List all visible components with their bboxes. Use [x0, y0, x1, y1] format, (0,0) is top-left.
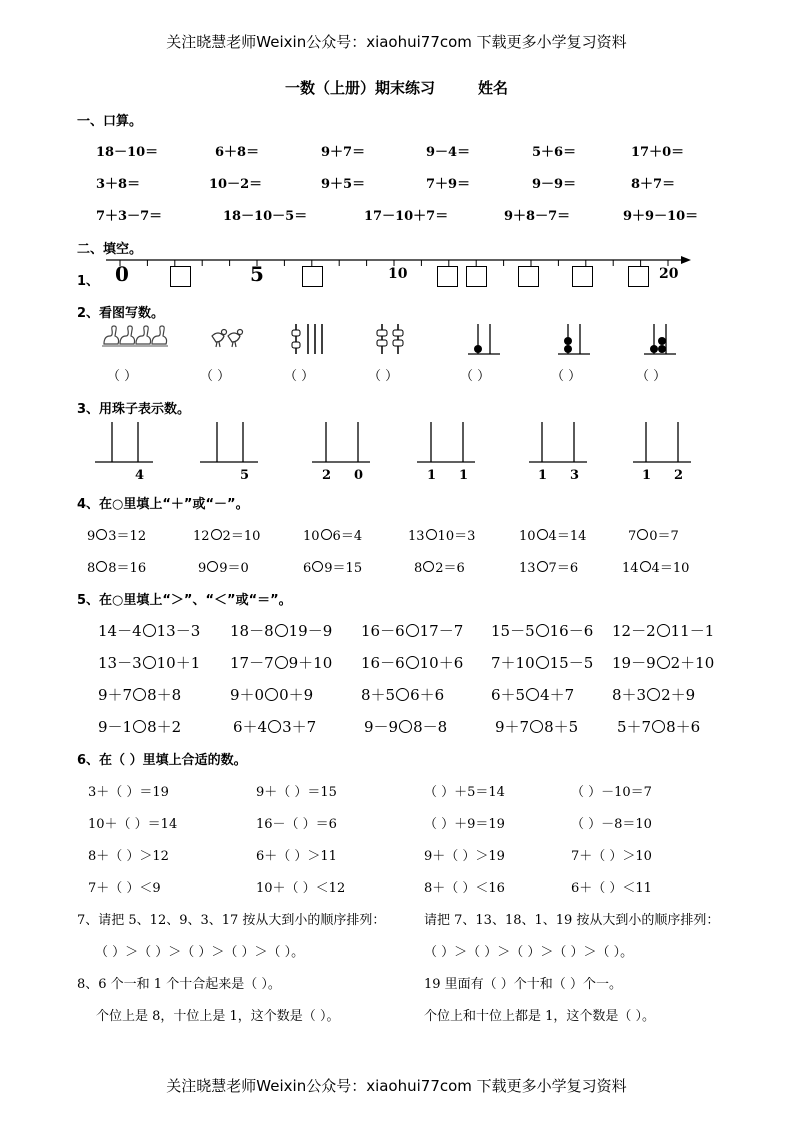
- answer-circle[interactable]: [537, 529, 548, 540]
- abacus-picture-2: [556, 320, 592, 358]
- answer-circle[interactable]: [312, 561, 323, 572]
- q5-item: 6＋5 4＋7: [491, 686, 575, 704]
- empty-abacus[interactable]: [633, 420, 693, 466]
- q5-item: 12－2 11－1: [612, 622, 715, 640]
- answer-circle[interactable]: [530, 720, 543, 733]
- q7-right-prompt: 请把 7、13、18、1、19 按从大到小的顺序排列：: [424, 913, 720, 928]
- q6-item[interactable]: 10＋（ ）＜12: [256, 881, 346, 896]
- answer-circle[interactable]: [657, 624, 670, 637]
- q5-item: 8＋5 6＋6: [361, 686, 445, 704]
- q7-left-prompt: 7、请把 5、12、9、3、17 按从大到小的顺序排列：: [77, 913, 386, 928]
- answer-circle[interactable]: [275, 656, 288, 669]
- q4-item: 9 3＝12: [87, 529, 147, 544]
- answer-circle[interactable]: [96, 561, 107, 572]
- answer-circle[interactable]: [406, 624, 419, 637]
- q6-item[interactable]: （ ）＋9＝19: [424, 817, 505, 832]
- abacus-digit: 4: [135, 468, 145, 483]
- birds-2-picture: [208, 324, 248, 350]
- q4-item: 8 2＝6: [414, 561, 465, 576]
- q4-item: 7 0＝7: [628, 529, 679, 544]
- abacus-digit: 3: [570, 468, 580, 483]
- abacus-digit: 5: [240, 468, 250, 483]
- oral-item: 18－10＝: [96, 145, 159, 160]
- answer-circle[interactable]: [265, 688, 278, 701]
- answer-box[interactable]: [437, 266, 458, 287]
- empty-abacus[interactable]: [417, 420, 477, 466]
- numberline-label-20: 20: [659, 266, 679, 282]
- q4-item: 13 10＝3: [408, 529, 476, 544]
- answer-circle[interactable]: [133, 720, 146, 733]
- numberline-label-10: 10: [388, 266, 408, 282]
- oral-item: 5＋6＝: [532, 145, 577, 160]
- top-banner: 关注晓慧老师Weixin公众号：xiaohui77com 下载更多小学复习资料: [166, 33, 627, 51]
- q2-heading: 2、看图写数。: [77, 306, 165, 321]
- q8-right-1[interactable]: 19 里面有（ ）个十和（ ）个一。: [424, 977, 622, 992]
- q6-item[interactable]: （ ）－8＝10: [571, 817, 652, 832]
- q6-item[interactable]: 7＋（ ）＜9: [88, 881, 161, 896]
- q6-item[interactable]: 3＋（ ）＝19: [88, 785, 169, 800]
- answer-circle[interactable]: [426, 529, 437, 540]
- q2-answer-blank[interactable]: （ ）: [107, 369, 138, 384]
- q4-item: 14 4＝10: [622, 561, 690, 576]
- oral-item: 9＋5＝: [321, 177, 366, 192]
- answer-circle[interactable]: [321, 529, 332, 540]
- oral-item: 9－4＝: [426, 145, 471, 160]
- answer-circle[interactable]: [537, 561, 548, 572]
- oral-item: 7＋3－7＝: [96, 209, 163, 224]
- q5-item: 9＋7 8＋8: [98, 686, 182, 704]
- answer-box[interactable]: [628, 266, 649, 287]
- abacus-digit: 1: [459, 468, 469, 483]
- answer-circle[interactable]: [652, 720, 665, 733]
- q4-item: 8 8＝16: [87, 561, 147, 576]
- abacus-digit: 0: [354, 468, 364, 483]
- page-title: 一数（上册）期末练习: [285, 79, 436, 97]
- answer-circle[interactable]: [396, 688, 409, 701]
- oral-item: 8＋7＝: [631, 177, 676, 192]
- oral-item: 9－9＝: [532, 177, 577, 192]
- answer-box[interactable]: [466, 266, 487, 287]
- answer-circle[interactable]: [406, 656, 419, 669]
- answer-box[interactable]: [302, 266, 323, 287]
- q5-item: 8＋3 2＋9: [612, 686, 696, 704]
- q6-item[interactable]: 9＋（ ）＞19: [424, 849, 505, 864]
- q2-answer-blank[interactable]: （ ）: [200, 369, 231, 384]
- answer-circle[interactable]: [637, 529, 648, 540]
- answer-circle[interactable]: [399, 720, 412, 733]
- q6-item[interactable]: 7＋（ ）＞10: [571, 849, 652, 864]
- q5-heading: 5、在○里填上“＞”、“＜”或“＝”。: [77, 593, 292, 608]
- q2-answer-blank[interactable]: （ ）: [551, 369, 582, 384]
- answer-circle[interactable]: [423, 561, 434, 572]
- q5-item: 15－5 16－6: [491, 622, 594, 640]
- empty-abacus[interactable]: [529, 420, 589, 466]
- q7-right-answer[interactable]: （ ）＞（ ）＞（ ）＞（ ）＞（ ）。: [424, 945, 634, 960]
- q4-item: 10 6＝4: [303, 529, 363, 544]
- q5-item: 16－6 17－7: [361, 622, 464, 640]
- answer-circle[interactable]: [275, 624, 288, 637]
- abacus-digit: 1: [538, 468, 548, 483]
- q5-item: 6＋4 3＋7: [233, 718, 317, 736]
- answer-circle[interactable]: [143, 624, 156, 637]
- q2-answer-blank[interactable]: （ ）: [284, 369, 315, 384]
- q6-item[interactable]: （ ）＋5＝14: [424, 785, 505, 800]
- q5-item: 9＋0 0＋9: [230, 686, 314, 704]
- numberline-label-5: 5: [250, 262, 264, 286]
- q2-answer-blank[interactable]: （ ）: [636, 369, 667, 384]
- q3-heading: 3、用珠子表示数。: [77, 402, 191, 417]
- q5-item: 7＋10 15－5: [491, 654, 594, 672]
- counter-picture-1: [288, 322, 328, 356]
- q6-item[interactable]: 9＋（ ）＝15: [256, 785, 337, 800]
- counter-picture-2: [372, 322, 408, 356]
- answer-circle[interactable]: [143, 656, 156, 669]
- q4-item: 9 9＝0: [198, 561, 249, 576]
- oral-item: 9＋9－10＝: [623, 209, 699, 224]
- oral-item: 9＋7＝: [321, 145, 366, 160]
- answer-circle[interactable]: [536, 656, 549, 669]
- q5-item: 16－6 10＋6: [361, 654, 464, 672]
- section1-heading: 一、口算。: [77, 114, 143, 129]
- q6-item[interactable]: 6＋（ ）＞11: [256, 849, 337, 864]
- q2-answer-blank[interactable]: （ ）: [460, 369, 491, 384]
- answer-circle[interactable]: [268, 720, 281, 733]
- q5-item: 17－7 9＋10: [230, 654, 333, 672]
- geese-4-picture: [100, 322, 170, 350]
- oral-item: 17＋0＝: [631, 145, 685, 160]
- q5-item: 18－8 19－9: [230, 622, 333, 640]
- empty-abacus[interactable]: [95, 420, 155, 466]
- answer-circle[interactable]: [133, 688, 146, 701]
- q5-item: 13－3 10＋1: [98, 654, 201, 672]
- q6-item[interactable]: 8＋（ ）＞12: [88, 849, 169, 864]
- q6-heading: 6、在（ ）里填上合适的数。: [77, 753, 247, 768]
- answer-box[interactable]: [572, 266, 593, 287]
- answer-box[interactable]: [170, 266, 191, 287]
- answer-box[interactable]: [518, 266, 539, 287]
- answer-circle[interactable]: [647, 688, 660, 701]
- answer-circle[interactable]: [211, 529, 222, 540]
- q7-left-answer[interactable]: （ ）＞（ ）＞（ ）＞（ ）＞（ ）。: [95, 945, 305, 960]
- abacus-picture-1: [466, 320, 502, 358]
- empty-abacus[interactable]: [312, 420, 372, 466]
- oral-item: 3＋8＝: [96, 177, 141, 192]
- abacus-digit: 1: [427, 468, 437, 483]
- answer-circle[interactable]: [207, 561, 218, 572]
- q4-item: 10 4＝14: [519, 529, 587, 544]
- q4-item: 6 9＝15: [303, 561, 363, 576]
- answer-circle[interactable]: [526, 688, 539, 701]
- q2-answer-blank[interactable]: （ ）: [368, 369, 399, 384]
- answer-circle[interactable]: [96, 529, 107, 540]
- q6-item[interactable]: 8＋（ ）＜16: [424, 881, 505, 896]
- q5-item: 14－4 13－3: [98, 622, 201, 640]
- q8-left-2[interactable]: 个位上是 8，十位上是 1，这个数是（ ）。: [96, 1009, 340, 1024]
- abacus-digit: 2: [322, 468, 332, 483]
- answer-circle[interactable]: [640, 561, 651, 572]
- oral-item: 17－10＋7＝: [364, 209, 449, 224]
- oral-item: 6＋8＝: [215, 145, 260, 160]
- oral-item: 10－2＝: [209, 177, 263, 192]
- q6-item[interactable]: （ ）－10＝7: [571, 785, 652, 800]
- q5-item: 5＋7 8＋6: [617, 718, 701, 736]
- q6-item[interactable]: 6＋（ ）＜11: [571, 881, 652, 896]
- q5-item: 19－9 2＋10: [612, 654, 715, 672]
- oral-item: 7＋9＝: [426, 177, 471, 192]
- abacus-picture-3: [642, 320, 678, 358]
- abacus-digit: 1: [642, 468, 652, 483]
- section2-heading: 二、填空。: [77, 242, 143, 257]
- name-label: 姓名: [478, 79, 509, 97]
- q5-item: 9－1 8＋2: [98, 718, 182, 736]
- q4-item: 12 2＝10: [193, 529, 261, 544]
- q4-heading: 4、在○里填上“＋”或“－”。: [77, 497, 249, 512]
- oral-item: 18－10－5＝: [223, 209, 308, 224]
- q1-label: 1、: [77, 274, 100, 289]
- numberline-label-0: 0: [115, 262, 129, 286]
- bottom-banner: 关注晓慧老师Weixin公众号：xiaohui77com 下载更多小学复习资料: [166, 1077, 627, 1095]
- q6-item[interactable]: 10＋（ ）＝14: [88, 817, 178, 832]
- answer-circle[interactable]: [536, 624, 549, 637]
- q4-item: 13 7＝6: [519, 561, 579, 576]
- q5-item: 9＋7 8＋5: [495, 718, 579, 736]
- answer-circle[interactable]: [657, 656, 670, 669]
- q8-right-2[interactable]: 个位上和十位上都是 1，这个数是（ ）。: [424, 1009, 656, 1024]
- oral-item: 9＋8－7＝: [504, 209, 571, 224]
- q8-left-1[interactable]: 8、6 个一和 1 个十合起来是（ ）。: [77, 977, 281, 992]
- q5-item: 9－9 8－8: [364, 718, 448, 736]
- abacus-digit: 2: [674, 468, 684, 483]
- q6-item[interactable]: 16－（ ）＝6: [256, 817, 337, 832]
- empty-abacus[interactable]: [200, 420, 260, 466]
